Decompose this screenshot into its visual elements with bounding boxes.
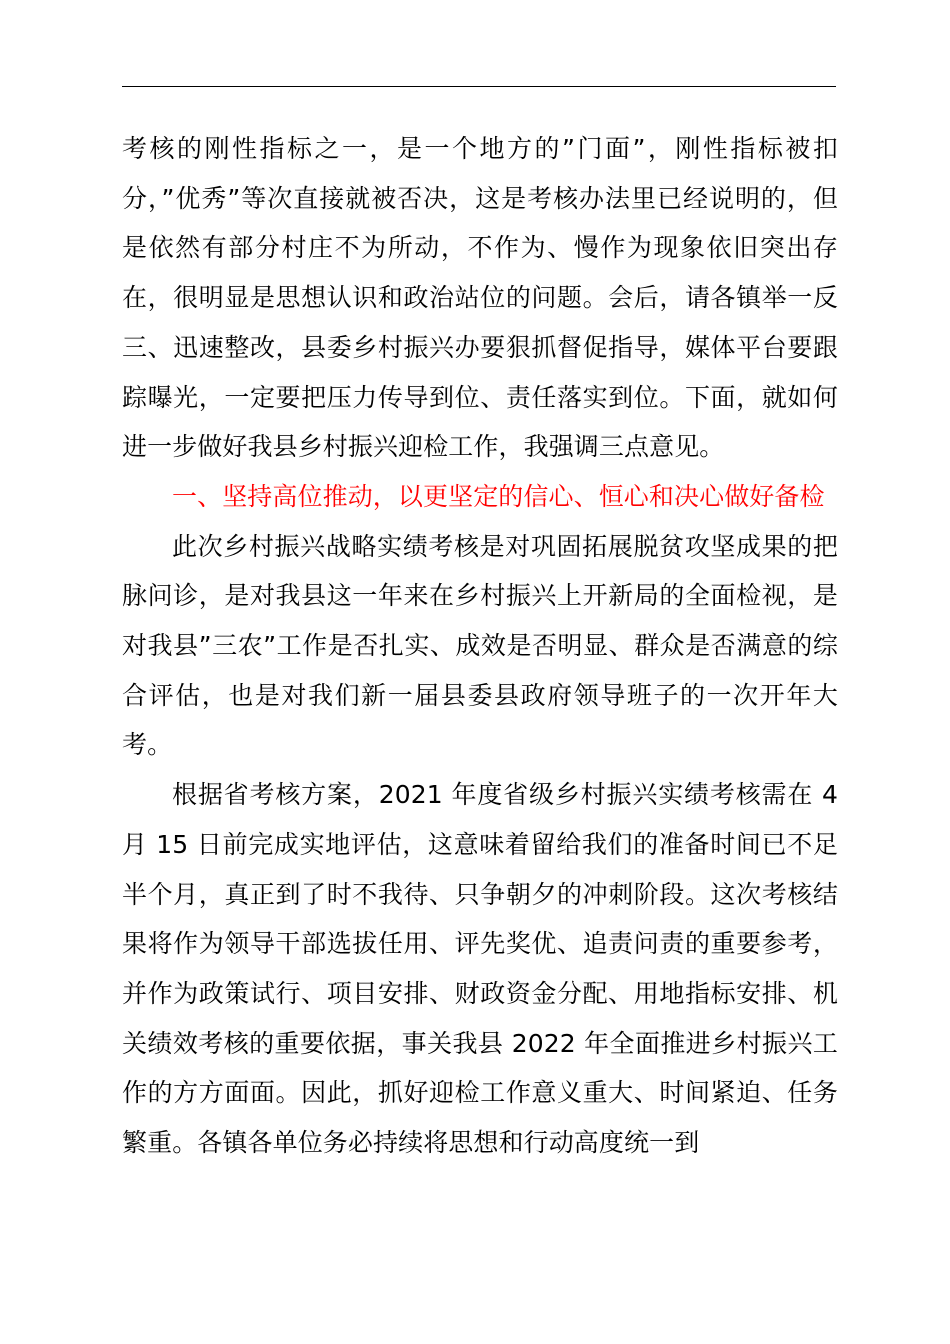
paragraph-continued: 考核的刚性指标之一，是一个地方的”门面”，刚性指标被扣分，”优秀”等次直接就被否决，这是考核办法里已经说明的，但是依然有部分村庄不为所动，不作为、慢作为现象依旧突出存在，很明显是思想认识和政治站位的问题。会后，请各镇举一反三、迅速整改，县委乡村振兴办要狠抓督促指导，媒体平台要跟踪曝光，一定要把压力传导到位、责任落实到位。下面，就如何进一步做好我县乡村振兴迎检工作，我强调三点意见。 xyxy=(122,134,838,462)
header-rule xyxy=(122,86,836,87)
document-body xyxy=(122,124,838,1168)
section-heading-1: 一、坚持高位推动，以更坚定的信心、恒心和决心做好备检 xyxy=(172,481,825,511)
paragraph-assessment-schedule: 根据省考核方案，2021 年度省级乡村振兴实绩考核需在 4 月 15 日前完成实地评估，这意味着留给我们的准备时间已不足半个月，真正到了时不我待、只争朝夕的冲刺阶段。这次考核结果将作为领导干部选拔任用、评先奖优、追责问责的重要参考，并作为政策试行、项目安排、财政资金分配、用地指标安排、机关绩效考核的重要依据，事关我县 2022 年全面推进乡村振兴工作的方方面面。因此，抓好迎检工作意义重大、时间紧迫、任务繁重。各镇各单位务必持续将思想和行动高度统一到 xyxy=(122,780,838,1158)
paragraph-assessment-significance: 此次乡村振兴战略实绩考核是对巩固拓展脱贫攻坚成果的把脉问诊，是对我县这一年来在乡村振兴上开新局的全面检视，是对我县”三农”工作是否扎实、成效是否明显、群众是否满意的综合评估，也是对我们新一届县委县政府领导班子的一次开年大考。 xyxy=(122,531,838,760)
